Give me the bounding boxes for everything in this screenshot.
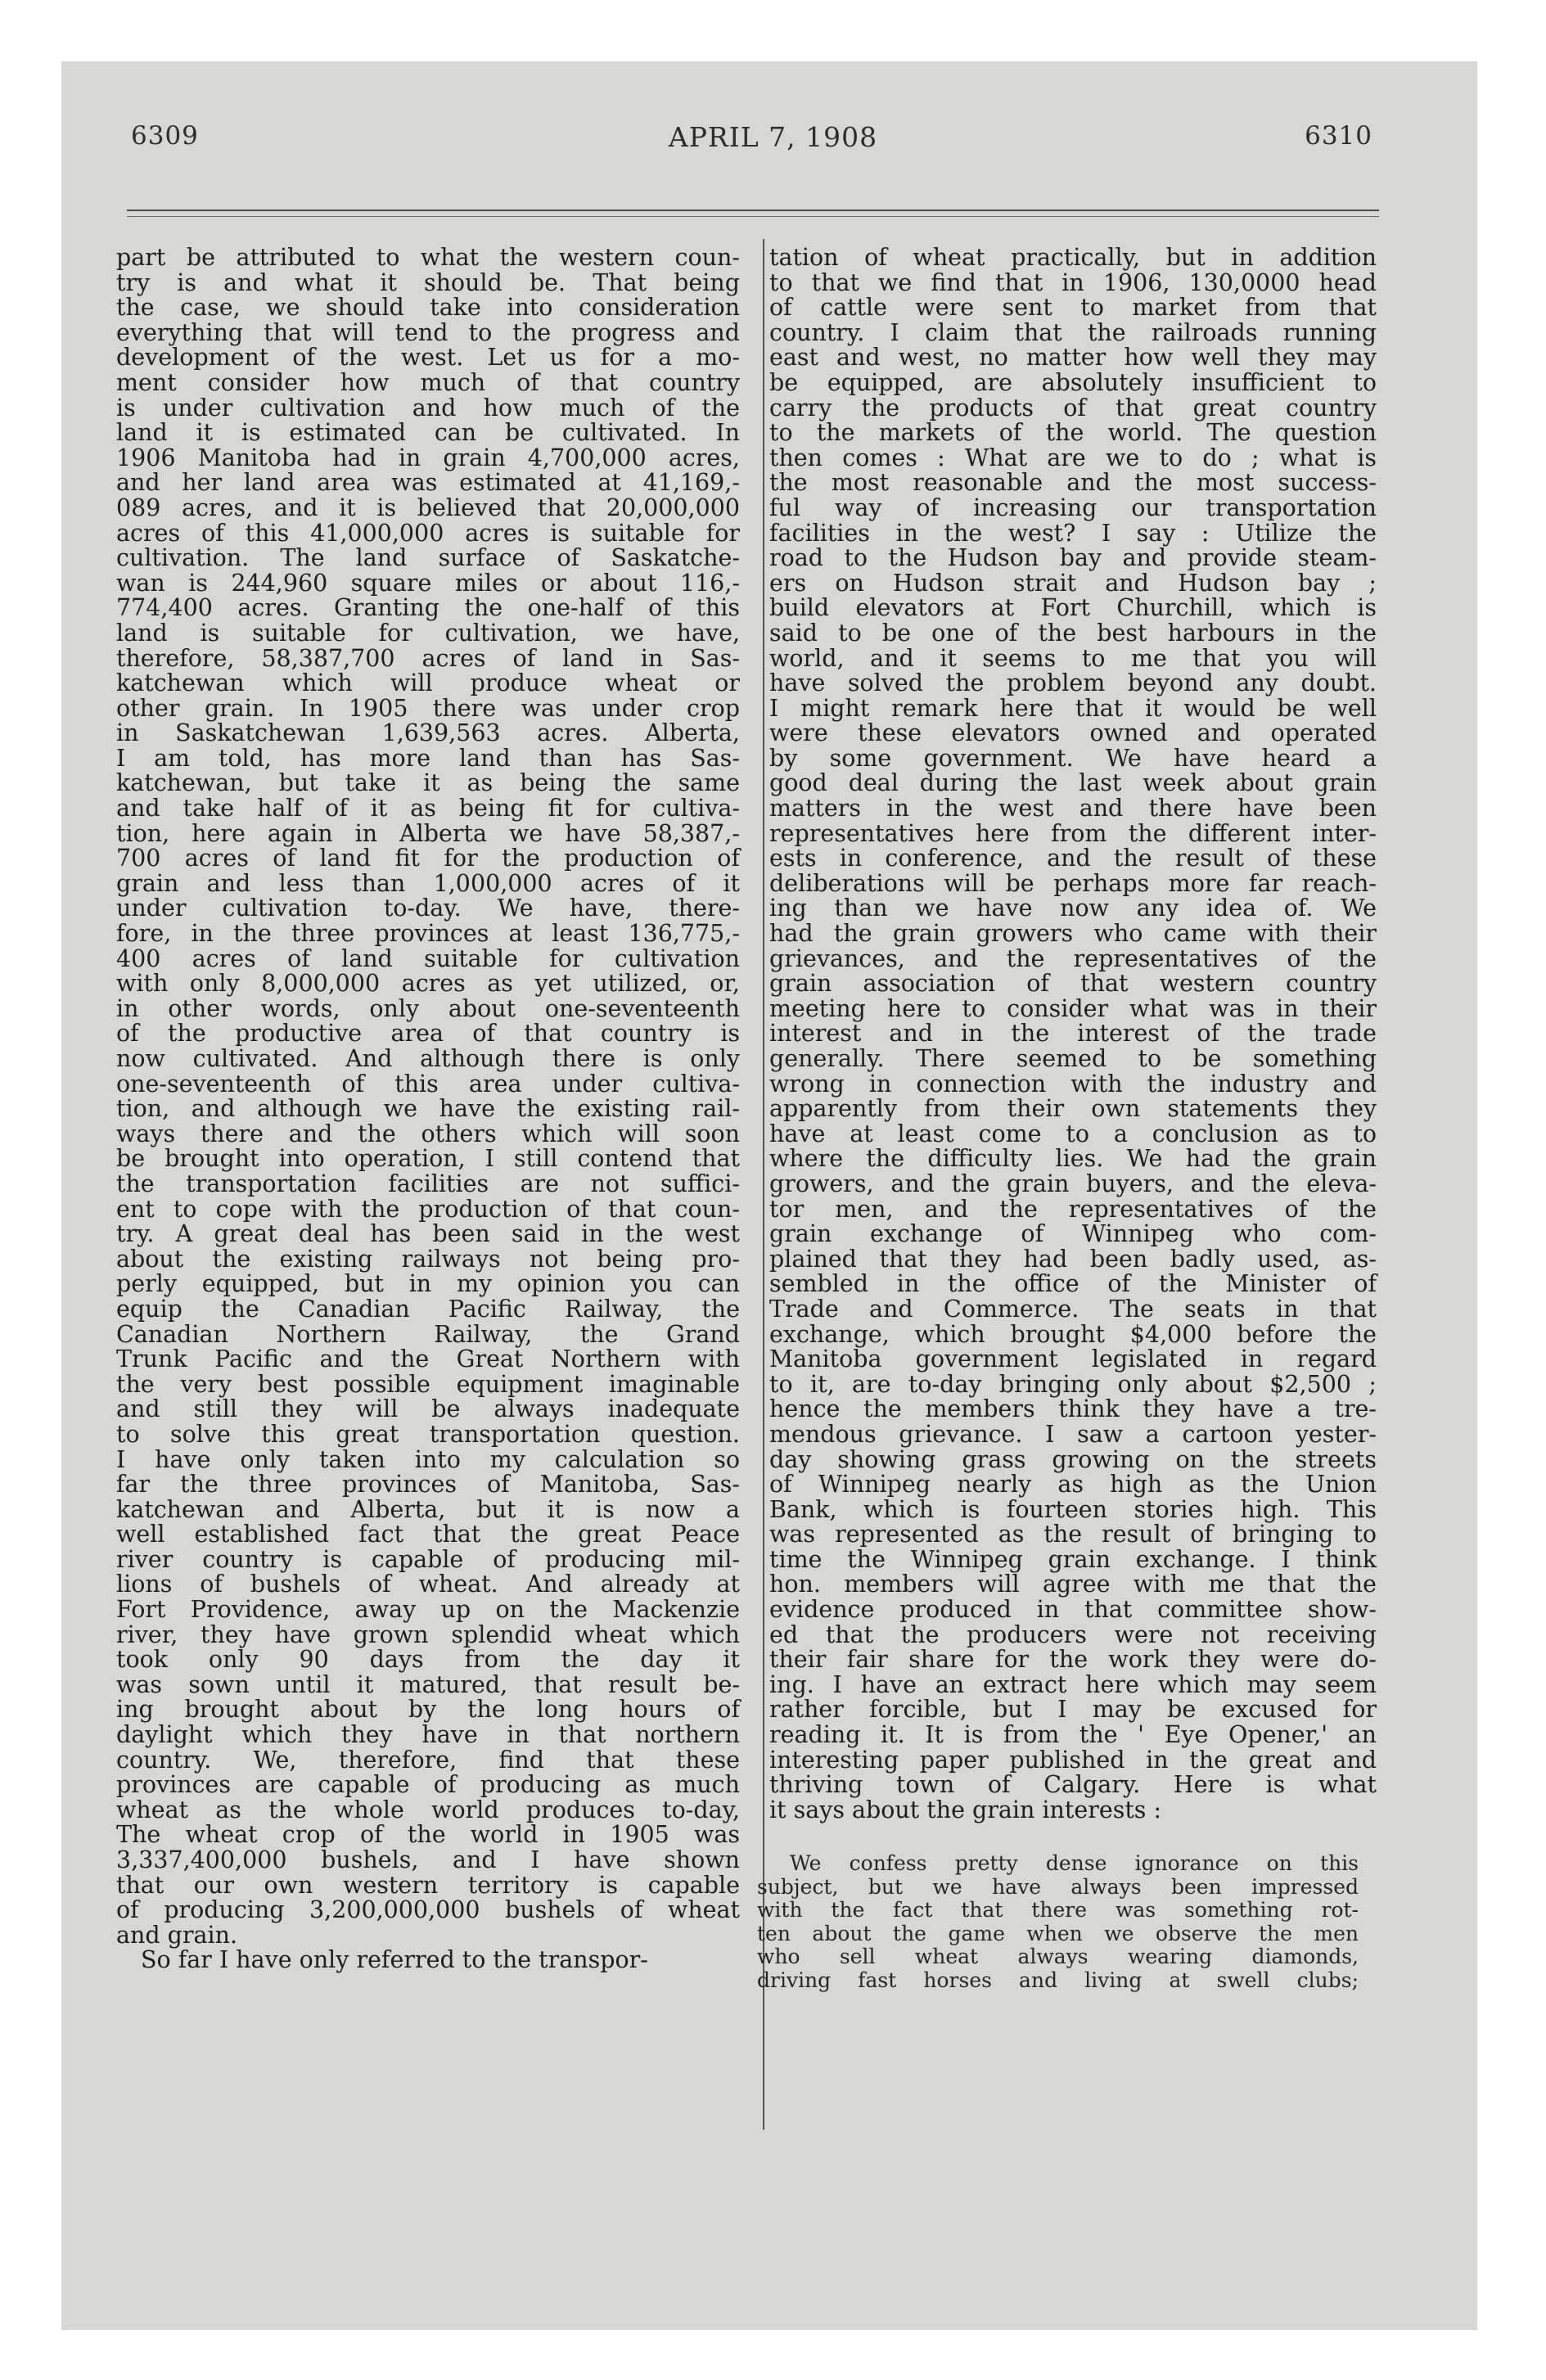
text-line: road to the Hudson bay and provide steam-	[769, 544, 1377, 572]
text-line: try is and what it should be. That being	[116, 268, 740, 296]
text-line: exchange, which brought $4,000 before the	[769, 1320, 1377, 1348]
text-line: tion, here again in Alberta we have 58,387,-	[116, 819, 740, 847]
text-line: said to be one of the best harbours in the	[769, 619, 1377, 647]
text-line: under cultivation to-day. We have, there-	[116, 895, 740, 922]
text-line: ests in conference, and the result of these	[769, 845, 1377, 872]
page-date-heading: APRIL 7, 1908	[668, 121, 878, 153]
text-line: ing brought about by the long hours of	[116, 1696, 740, 1724]
text-line: then comes : What are we to do ; what is	[769, 444, 1377, 471]
text-line: cultivation. The land surface of Saskatche-	[116, 544, 740, 572]
text-line: acres of this 41,000,000 acres is suitable for	[116, 519, 740, 547]
text-line: ways there and the others which will soon	[116, 1120, 740, 1147]
text-line: equip the Canadian Pacific Railway, the	[116, 1295, 740, 1323]
text-line: Manitoba government legislated in regard	[769, 1346, 1377, 1373]
text-line: ers on Hudson strait and Hudson bay ;	[769, 569, 1377, 597]
text-line: land it is estimated can be cultivated. In	[116, 419, 740, 447]
text-line: other grain. In 1905 there was under crop	[116, 694, 740, 722]
text-line: I have only taken into my calculation so	[116, 1445, 740, 1473]
text-line: good deal during the last week about grain	[769, 769, 1377, 797]
text-line: sembled in the office of the Minister of	[769, 1270, 1377, 1298]
text-line: everything that will tend to the progress and	[116, 318, 740, 346]
right-text-column	[769, 246, 1377, 1823]
text-line: fore, in the three provinces at least 136,775,-	[116, 920, 740, 948]
text-line: far the three provinces of Manitoba, Sas-	[116, 1471, 740, 1499]
text-line: was sown until it matured, that result be-	[116, 1670, 740, 1698]
text-line: their fair share for the work they were do-	[769, 1646, 1377, 1674]
text-line: to that we find that in 1906, 130,0000 head	[769, 268, 1377, 296]
text-line: katchewan, but take it as being the same	[116, 769, 740, 797]
text-line: representatives here from the different inter-	[769, 819, 1377, 847]
text-line: have solved the problem beyond any doubt.	[769, 669, 1377, 697]
text-line: hon. members will agree with me that the	[769, 1571, 1377, 1598]
text-line: development of the west. Let us for a mo-	[116, 344, 740, 372]
text-line: wrong in connection with the industry and	[769, 1070, 1377, 1098]
text-line: apparently from their own statements they	[769, 1095, 1377, 1123]
text-line: world, and it seems to me that you will	[769, 644, 1377, 672]
text-line: and still they will be always inadequate	[116, 1395, 740, 1423]
text-line: the very best possible equipment imaginable	[116, 1370, 740, 1398]
text-line: is under cultivation and how much of the	[116, 394, 740, 421]
text-line: facilities in the west? I say : Utilize the	[769, 519, 1377, 547]
text-line: have at least come to a conclusion as to	[769, 1120, 1377, 1147]
text-line: about the existing railways not being pro-	[116, 1245, 740, 1273]
text-line: river, they have grown splendid wheat which	[116, 1620, 740, 1648]
text-line: country. We, therefore, find that these	[116, 1746, 740, 1774]
text-line: Trade and Commerce. The seats in that	[769, 1295, 1377, 1323]
text-line: tor men, and the representatives of the	[769, 1195, 1377, 1223]
text-line: where the difficulty lies. We had the grain	[769, 1145, 1377, 1173]
text-line: to it, are to-day bringing only about $2,500 ;	[769, 1370, 1377, 1398]
text-line: matters in the west and there have been	[769, 795, 1377, 823]
text-line: Canadian Northern Railway, the Grand	[116, 1320, 740, 1348]
text-line: of cattle were sent to market from that	[769, 294, 1377, 322]
text-line: of producing 3,200,000,000 bushels of wheat	[116, 1896, 740, 1924]
text-line: ed that the producers were not receiving	[769, 1620, 1377, 1648]
text-line: reading it. It is from the ' Eye Opener,' an	[769, 1721, 1377, 1749]
left-text-column	[116, 246, 740, 1973]
text-line: 700 acres of land fit for the production of	[116, 845, 740, 872]
text-line: lions of bushels of wheat. And already at	[116, 1571, 740, 1598]
text-line: were these elevators owned and operated	[769, 719, 1377, 747]
text-line: time the Winnipeg grain exchange. I think	[769, 1545, 1377, 1573]
text-line: the most reasonable and the most success-	[769, 469, 1377, 497]
text-line: evidence produced in that committee show-	[769, 1596, 1377, 1624]
text-line: the case, we should take into consideration	[116, 294, 740, 322]
text-line: to solve this great transportation question.	[116, 1420, 740, 1448]
text-line: grain association of that western country	[769, 970, 1377, 998]
text-line: ten about the game when we observe the men	[757, 1921, 1359, 1945]
text-line: country. I claim that the railroads running	[769, 318, 1377, 346]
text-line: subject, but we have always been impressed	[757, 1874, 1359, 1899]
text-line: growers, and the grain buyers, and the eleva-	[769, 1170, 1377, 1197]
text-line: of Winnipeg nearly as high as the Union	[769, 1471, 1377, 1499]
text-line: 3,337,400,000 bushels, and I have shown	[116, 1846, 740, 1873]
text-line: We confess pretty dense ignorance on this	[790, 1851, 1359, 1875]
text-line: one-seventeenth of this area under cultiva-	[116, 1070, 740, 1098]
left-page-number: 6309	[131, 121, 199, 151]
text-line: Trunk Pacific and the Great Northern with	[116, 1346, 740, 1373]
text-line: I am told, has more land than has Sas-	[116, 744, 740, 772]
text-line: well established fact that the great Peace	[116, 1521, 740, 1548]
quoted-extract	[757, 1852, 1359, 1992]
text-line: now cultivated. And although there is only	[116, 1045, 740, 1072]
text-line: and take half of it as being fit for cultiva-	[116, 795, 740, 823]
text-line: perly equipped, but in my opinion you can	[116, 1270, 740, 1298]
text-line: and her land area was estimated at 41,169,-	[116, 469, 740, 497]
text-line: carry the products of that great country	[769, 394, 1377, 421]
text-line: the transportation facilities are not suffici-	[116, 1170, 740, 1197]
text-line: katchewan which will produce wheat or	[116, 669, 740, 697]
text-line: interest and in the interest of the trade	[769, 1020, 1377, 1048]
text-line: ment consider how much of that country	[116, 368, 740, 396]
text-line: it says about the grain interests :	[769, 1796, 1162, 1823]
text-line: grievances, and the representatives of the	[769, 944, 1377, 972]
text-line: wan is 244,960 square miles or about 116,-	[116, 569, 740, 597]
text-line: who sell wheat always wearing diamonds,	[757, 1945, 1359, 1968]
text-line: be equipped, are absolutely insufficient to	[769, 368, 1377, 396]
text-line: in other words, only about one-seventeenth	[116, 994, 740, 1022]
text-line: ing. I have an extract here which may seem	[769, 1670, 1377, 1698]
text-line: The wheat crop of the world in 1905 was	[116, 1821, 740, 1849]
text-line: hence the members think they have a tre-	[769, 1395, 1377, 1423]
text-line: in Saskatchewan 1,639,563 acres. Alberta,	[116, 719, 740, 747]
text-line: took only 90 days from the day it	[116, 1646, 740, 1674]
text-line: deliberations will be perhaps more far reach-	[769, 869, 1377, 897]
text-line: that our own western territory is capable	[116, 1871, 740, 1899]
text-line: river country is capable of producing mil-	[116, 1545, 740, 1573]
text-line: to the markets of the world. The question	[769, 419, 1377, 447]
right-page-number: 6310	[1305, 121, 1372, 151]
text-line: mendous grievance. I saw a cartoon yester-	[769, 1420, 1377, 1448]
text-line: ent to cope with the production of that coun-	[116, 1195, 740, 1223]
text-line: 089 acres, and it is believed that 20,000,000	[116, 494, 740, 521]
text-line: tation of wheat practically, but in addition	[769, 244, 1377, 271]
text-line: tion, and although we have the existing rail-	[116, 1095, 740, 1123]
text-line: katchewan and Alberta, but it is now a	[116, 1495, 740, 1523]
text-line: land is suitable for cultivation, we have,	[116, 619, 740, 647]
text-line: thriving town of Calgary. Here is what	[769, 1771, 1377, 1799]
text-line: Fort Providence, away up on the Mackenzie	[116, 1596, 740, 1624]
text-line: therefore, 58,387,700 acres of land in Sas-	[116, 644, 740, 672]
header-rule	[127, 210, 1379, 211]
text-line: Bank, which is fourteen stories high. This	[769, 1495, 1377, 1523]
text-line: with the fact that there was something rot-	[757, 1898, 1359, 1922]
text-line: build elevators at Fort Churchill, which is	[769, 594, 1377, 622]
text-line: by some government. We have heard a	[769, 744, 1377, 772]
text-line: ful way of increasing our transportation	[769, 494, 1377, 521]
text-line: 1906 Manitoba had in grain 4,700,000 acres,	[116, 444, 740, 471]
text-line: try. A great deal has been said in the west	[116, 1220, 740, 1248]
text-line: part be attributed to what the western coun-	[116, 244, 740, 271]
text-line: had the grain growers who came with their	[769, 920, 1377, 948]
text-line: I might remark here that it would be well	[769, 694, 1377, 722]
text-line: interesting paper published in the great and	[769, 1746, 1377, 1774]
text-line: day showing grass growing on the streets	[769, 1445, 1377, 1473]
text-line: east and west, no matter how well they may	[769, 344, 1377, 372]
text-line: 774,400 acres. Granting the one-half of this	[116, 594, 740, 622]
text-line: rather forcible, but I may be excused for	[769, 1696, 1377, 1724]
text-line: generally. There seemed to be something	[769, 1045, 1377, 1072]
text-line: wheat as the whole world produces to-day,	[116, 1796, 740, 1823]
column-divider	[763, 239, 764, 2130]
header-rule-thin	[127, 216, 1379, 217]
text-line: of the productive area of that country is	[116, 1020, 740, 1048]
text-line: plained that they had been badly used, as-	[769, 1245, 1377, 1273]
text-line: driving fast horses and living at swell clubs;	[757, 1968, 1359, 1992]
text-line: 400 acres of land suitable for cultivation	[116, 944, 740, 972]
text-line: So far I have only referred to the transpor-	[141, 1946, 648, 1974]
text-line: and grain.	[116, 1921, 238, 1949]
text-line: with only 8,000,000 acres as yet utilized, or,	[116, 970, 740, 998]
text-line: was represented as the result of bringing to	[769, 1521, 1377, 1548]
text-line: daylight which they have in that northern	[116, 1721, 740, 1749]
text-line: provinces are capable of producing as much	[116, 1771, 740, 1799]
text-line: ing than we have now any idea of. We	[769, 895, 1377, 922]
text-line: grain exchange of Winnipeg who com-	[769, 1220, 1377, 1248]
text-line: grain and less than 1,000,000 acres of it	[116, 869, 740, 897]
text-line: meeting here to consider what was in their	[769, 994, 1377, 1022]
text-line: be brought into operation, I still contend that	[116, 1145, 740, 1173]
